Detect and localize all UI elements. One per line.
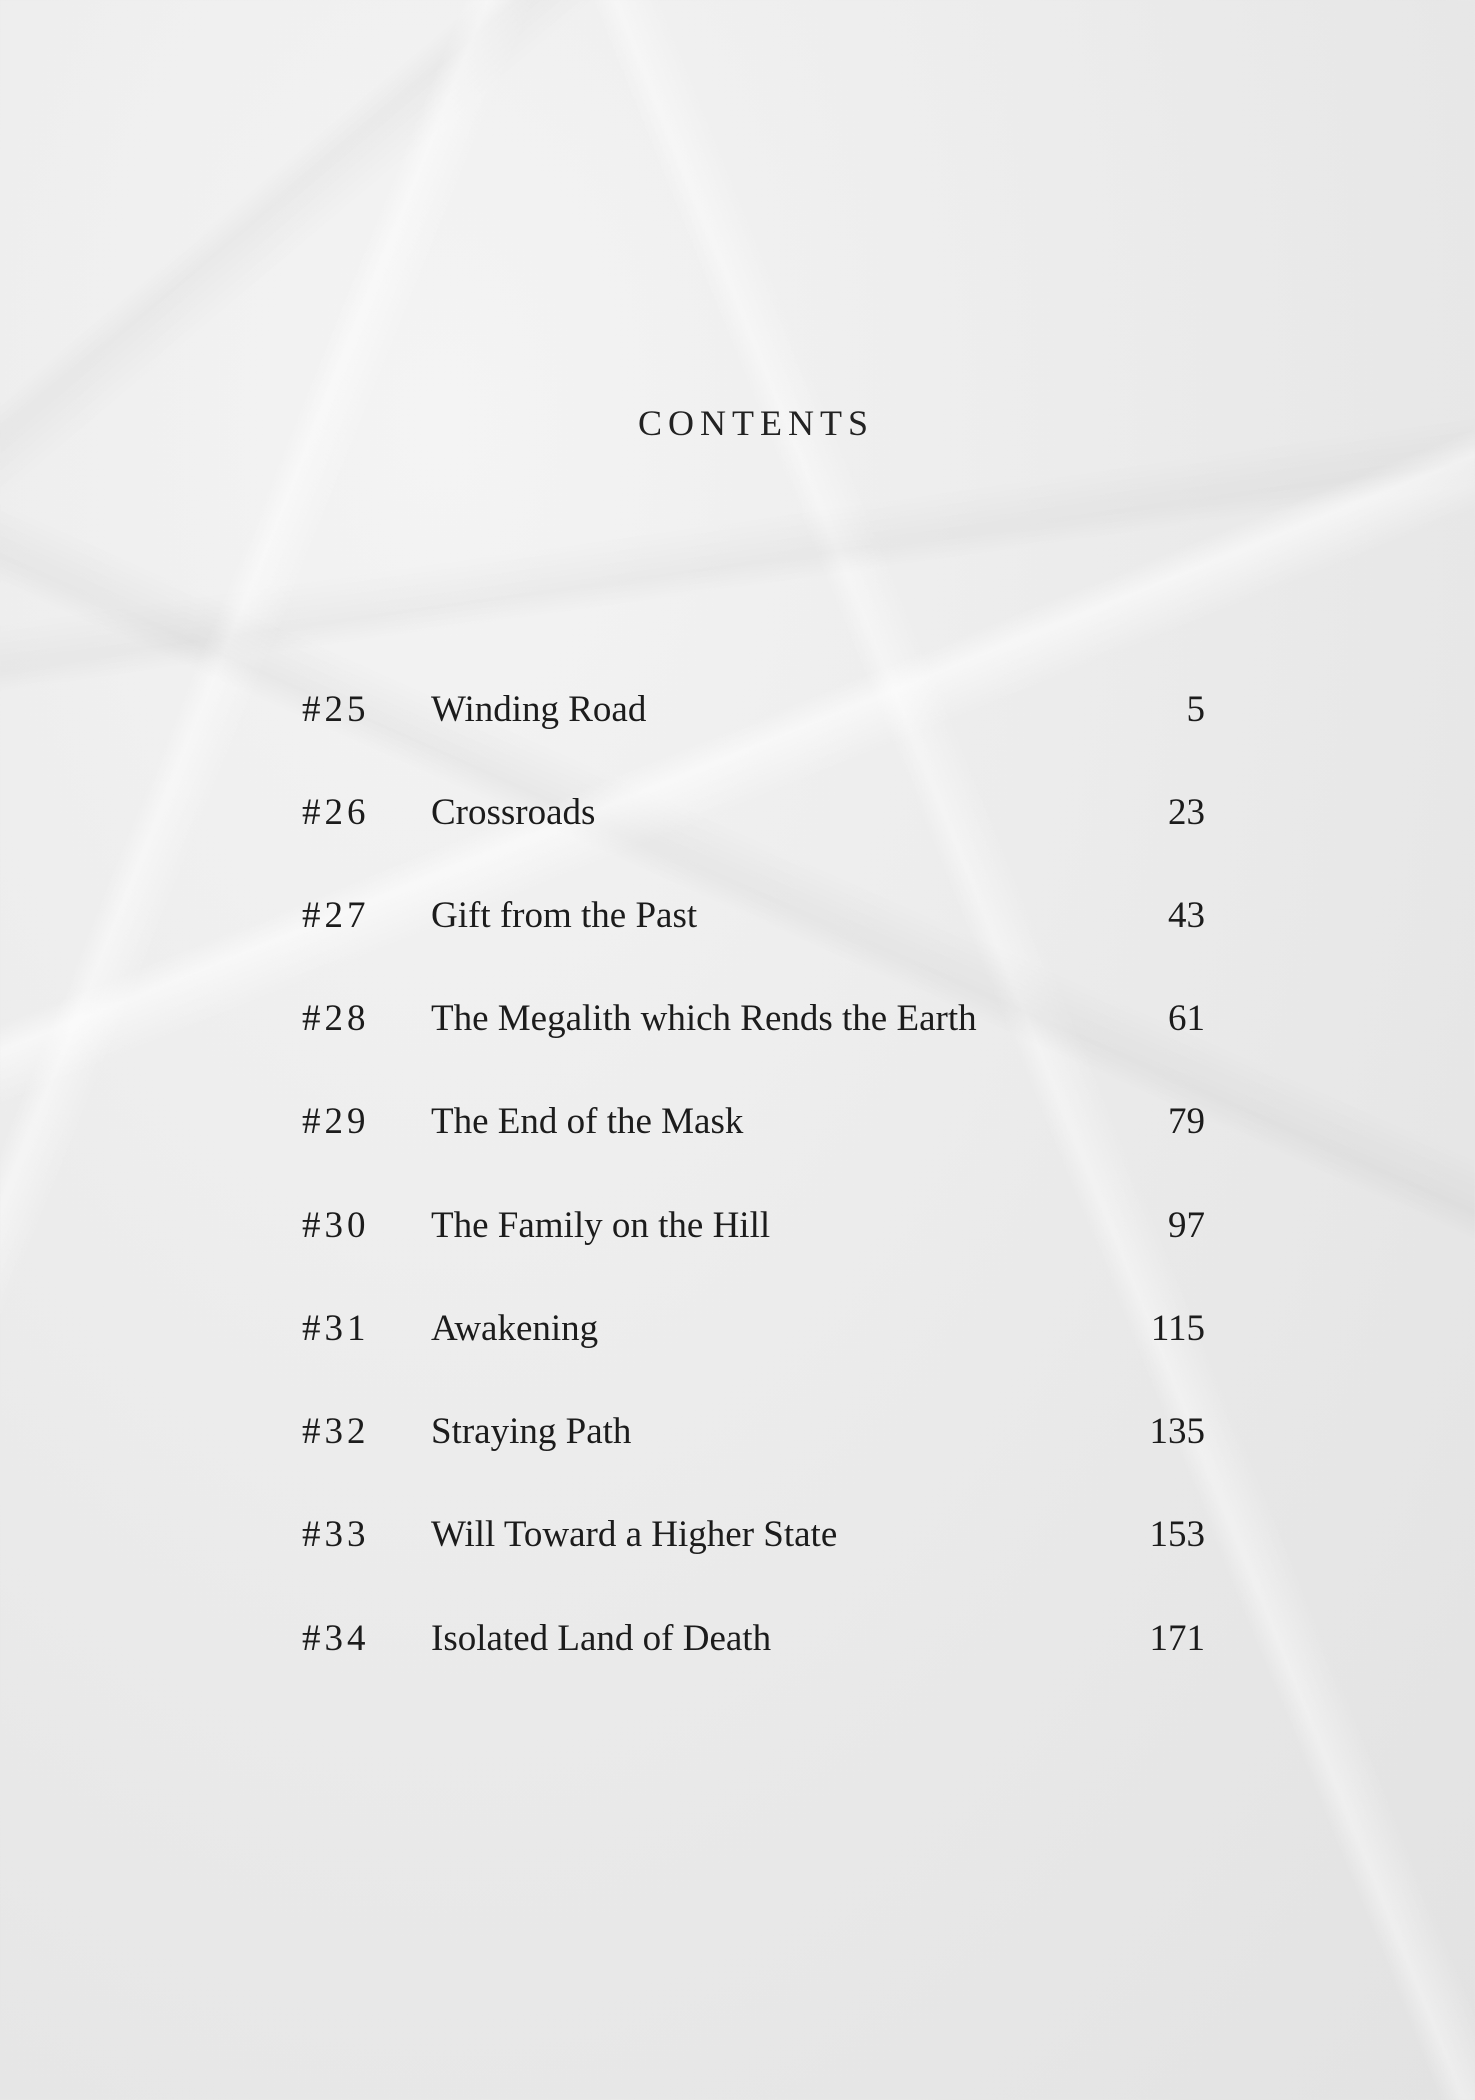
toc-entry[interactable] <box>0 1204 1475 1264</box>
chapter-title: The Megalith which Rends the Earth <box>431 998 977 1039</box>
page-number: 5 <box>1186 689 1205 730</box>
page-number: 153 <box>1149 1514 1205 1555</box>
chapter-number: #25 <box>302 689 370 730</box>
page-number: 135 <box>1149 1411 1205 1452</box>
chapter-number: #32 <box>302 1411 370 1452</box>
chapter-number: #28 <box>302 998 370 1039</box>
chapter-title: Winding Road <box>431 689 647 730</box>
page-number: 115 <box>1150 1308 1205 1349</box>
toc-entry[interactable] <box>0 688 1475 748</box>
page-number: 23 <box>1168 792 1205 833</box>
toc-entry[interactable] <box>0 1410 1475 1470</box>
toc-entry[interactable] <box>0 1513 1475 1573</box>
page-number: 79 <box>1168 1101 1205 1142</box>
chapter-title: Gift from the Past <box>431 895 698 936</box>
chapter-number: #31 <box>302 1308 370 1349</box>
chapter-number: #33 <box>302 1514 370 1555</box>
toc-entry[interactable] <box>0 791 1475 851</box>
contents-heading: CONTENTS <box>638 403 874 443</box>
toc-entry[interactable] <box>0 997 1475 1057</box>
chapter-title: The Family on the Hill <box>431 1205 771 1246</box>
toc-entry[interactable] <box>0 894 1475 954</box>
chapter-number: #29 <box>302 1101 370 1142</box>
chapter-title: Crossroads <box>431 792 596 833</box>
toc-entry[interactable] <box>0 1100 1475 1160</box>
toc-entry[interactable] <box>0 1307 1475 1367</box>
chapter-title: Isolated Land of Death <box>431 1618 772 1659</box>
chapter-title: Will Toward a Higher State <box>431 1514 838 1555</box>
page-number: 43 <box>1168 895 1205 936</box>
chapter-title: Awakening <box>431 1308 599 1349</box>
chapter-number: #34 <box>302 1618 370 1659</box>
page-number: 61 <box>1168 998 1205 1039</box>
chapter-title: The End of the Mask <box>431 1101 744 1142</box>
page-number: 171 <box>1149 1618 1205 1659</box>
chapter-number: #26 <box>302 792 370 833</box>
chapter-number: #27 <box>302 895 370 936</box>
chapter-title: Straying Path <box>431 1411 632 1452</box>
toc-entry[interactable] <box>0 1617 1475 1677</box>
chapter-number: #30 <box>302 1205 370 1246</box>
page-number: 97 <box>1168 1205 1205 1246</box>
